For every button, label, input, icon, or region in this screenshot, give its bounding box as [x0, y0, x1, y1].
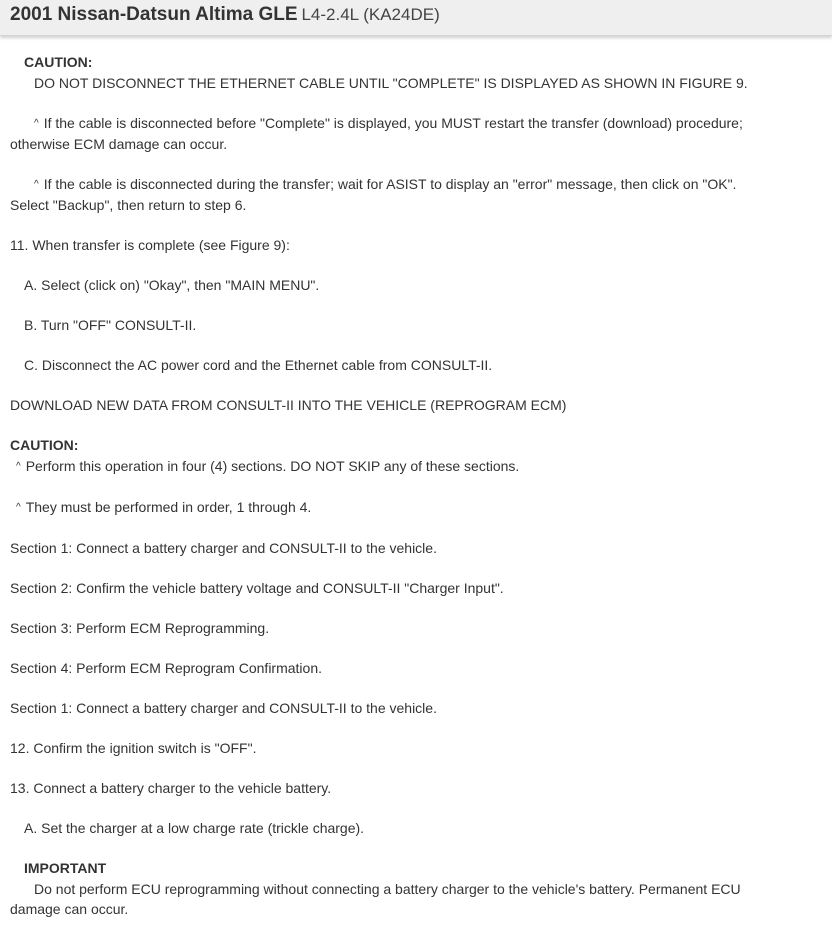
step-11: 11. When transfer is complete (see Figure 9): [10, 237, 290, 253]
caution-bullet: ^ If the cable is disconnected before "Complete" is displayed, you MUST restart the transfer (download) procedure; otherwise ECM damage can occur. [10, 115, 743, 152]
caret-icon: ^ [16, 502, 21, 513]
step-11a: A. Select (click on) "Okay", then "MAIN MENU". [24, 277, 320, 293]
caution-bullet: ^ If the cable is disconnected during the transfer; wait for ASIST to display an "error" message, then click on "OK". Select "Backup", then return to step 6. [10, 176, 737, 213]
step-13: 13. Connect a battery charger to the vehicle battery. [10, 780, 332, 796]
engine-spec: L4-2.4L (KA24DE) [301, 5, 440, 24]
caution-label: CAUTION: [10, 437, 79, 453]
section-1-heading: Section 1: Connect a battery charger and CONSULT-II to the vehicle. [10, 700, 437, 716]
caret-icon: ^ [16, 461, 21, 472]
document-body [10, 52, 790, 939]
caution-label: CAUTION: [24, 54, 93, 70]
document-header [0, 0, 832, 36]
step-12: 12. Confirm the ignition switch is "OFF". [10, 740, 257, 756]
step-13a: A. Set the charger at a low charge rate (trickle charge). [24, 820, 365, 836]
caution-bullet: ^ They must be performed in order, 1 through 4. [16, 499, 312, 515]
important-text: Do not perform ECU reprogramming without connecting a battery charger to the vehicle's battery. Permanent ECU damage can occur. [10, 881, 741, 917]
vehicle-title: 2001 Nissan-Datsun Altima GLE [10, 4, 298, 25]
section-1: Section 1: Connect a battery charger and CONSULT-II to the vehicle. [10, 540, 437, 556]
step-11b: B. Turn "OFF" CONSULT-II. [24, 317, 197, 333]
section-2: Section 2: Confirm the vehicle battery voltage and CONSULT-II "Charger Input". [10, 580, 504, 596]
caution-bullet: ^ Perform this operation in four (4) sections. DO NOT SKIP any of these sections. [16, 458, 520, 474]
section-heading: DOWNLOAD NEW DATA FROM CONSULT-II INTO THE VEHICLE (REPROGRAM ECM) [10, 397, 567, 413]
step-11c: C. Disconnect the AC power cord and the Ethernet cable from CONSULT-II. [24, 357, 493, 373]
caret-icon: ^ [34, 118, 39, 129]
section-4: Section 4: Perform ECM Reprogram Confirmation. [10, 660, 322, 676]
caution-text: DO NOT DISCONNECT THE ETHERNET CABLE UNTIL "COMPLETE" IS DISPLAYED AS SHOWN IN FIGURE 9. [34, 75, 748, 91]
section-3: Section 3: Perform ECM Reprogramming. [10, 620, 270, 636]
caret-icon: ^ [34, 179, 39, 190]
important-label: IMPORTANT [24, 860, 107, 876]
